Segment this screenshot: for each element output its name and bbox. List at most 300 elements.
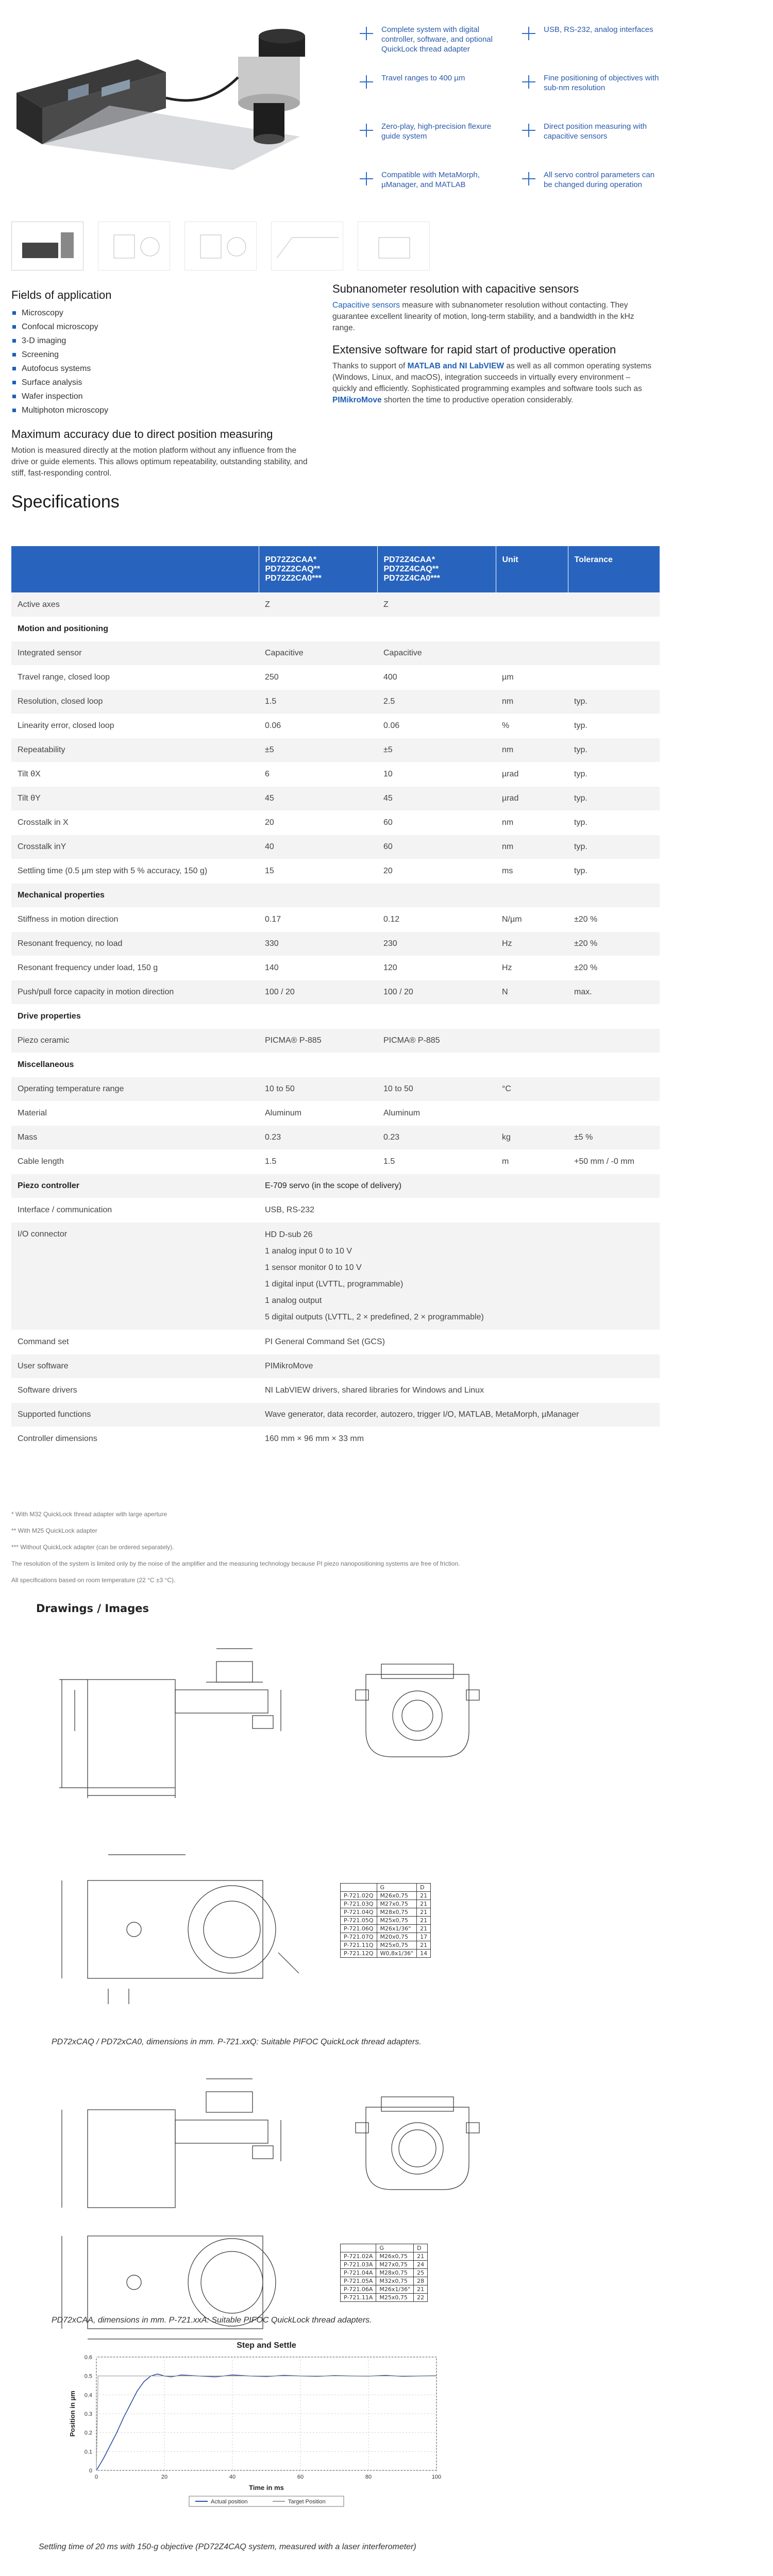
- x-tick-label: 20: [161, 2474, 168, 2480]
- table-cell: 6: [259, 762, 377, 787]
- table-section-row: [11, 1053, 660, 1077]
- accuracy-text: Motion is measured directly at the motion platform without any influence from the drive or guide elements. This allows optimum repeatability, outstanding stability, and stiff, fast-responding control.: [11, 446, 308, 478]
- table-cell: 17: [417, 1933, 431, 1941]
- table-row: [341, 1900, 431, 1908]
- table-cell: M32x0,75: [376, 2277, 414, 2285]
- table-cell: Resolution, closed loop: [11, 690, 259, 714]
- table-row: [341, 2277, 428, 2285]
- header-cell: Unit: [496, 546, 568, 593]
- table-section-row: [11, 1174, 660, 1198]
- spec-header-row: [11, 546, 660, 593]
- table-cell: P-721.05Q: [341, 1917, 377, 1925]
- table-row: [11, 762, 660, 787]
- table-cell: 0.06: [259, 714, 377, 738]
- product-image: [11, 15, 326, 188]
- table-cell: Cable length: [11, 1150, 259, 1174]
- table-cell: 0.23: [377, 1126, 496, 1150]
- table-row: [11, 787, 660, 811]
- table-cell: Crosstalk in X: [11, 811, 259, 835]
- table-cell: 21: [414, 2285, 428, 2294]
- table-cell: ±5 %: [568, 1126, 660, 1150]
- table-cell: Resonant frequency, no load: [11, 932, 259, 956]
- cell-line: 5 digital outputs (LVTTL, 2 × predefined, 2 × programmable): [265, 1313, 484, 1321]
- table-section-row: [11, 1005, 660, 1029]
- table-cell: 1.5: [259, 1150, 377, 1174]
- table-cell: 60: [377, 811, 496, 835]
- table-cell: PI General Command Set (GCS): [259, 1330, 660, 1354]
- table-row: [341, 1908, 431, 1917]
- table-cell: typ.: [568, 835, 660, 859]
- table-cell: typ.: [568, 811, 660, 835]
- table-cell: ±5: [377, 738, 496, 762]
- plus-icon: [522, 27, 535, 40]
- drawing-caption-2: PD72xCAA, dimensions in mm. P-721.xxA: Suitable PIFOC QuickLock thread adapters.: [52, 2316, 372, 2325]
- table-cell: PICMA® P-885: [377, 1029, 496, 1053]
- x-tick-label: 80: [365, 2474, 372, 2480]
- table-cell: P-721.06A: [341, 2285, 376, 2294]
- table-cell: 21: [417, 1892, 431, 1900]
- table-cell: Interface / communication: [11, 1198, 259, 1223]
- table-cell: 10: [377, 762, 496, 787]
- table-cell: [568, 641, 660, 666]
- plus-icon: [360, 75, 373, 89]
- table-cell: µrad: [496, 762, 568, 787]
- table-cell: µm: [496, 666, 568, 690]
- table-cell: [496, 1101, 568, 1126]
- table-row: [11, 1126, 660, 1150]
- table-cell: Software drivers: [11, 1379, 259, 1403]
- table-cell: ms: [496, 859, 568, 884]
- table-row: [11, 811, 660, 835]
- step-settle-chart: [58, 2334, 455, 2519]
- table-row: [11, 1379, 660, 1403]
- table-cell: [496, 641, 568, 666]
- table-cell: Linearity error, closed loop: [11, 714, 259, 738]
- table-cell: typ.: [568, 690, 660, 714]
- drawing-bottom-view-2: [31, 2221, 309, 2346]
- table-cell: M25x0,75: [377, 1917, 417, 1925]
- table-row: [341, 2252, 428, 2261]
- table-row: [11, 1029, 660, 1053]
- table-row: [341, 1925, 431, 1933]
- table-cell: Miscellaneous: [11, 1053, 660, 1077]
- table-cell: 160 mm × 96 mm × 33 mm: [259, 1427, 660, 1451]
- table-cell: [496, 593, 568, 617]
- table-cell: G: [377, 1884, 417, 1892]
- table-cell: 1.5: [377, 1150, 496, 1174]
- table-cell: 1.5: [259, 690, 377, 714]
- drawing-top-view-1: [350, 1654, 484, 1769]
- table-row: [341, 1884, 431, 1892]
- table-row: [11, 908, 660, 932]
- table-cell: [341, 1884, 377, 1892]
- table-cell: ±5: [259, 738, 377, 762]
- table-cell: Motion and positioning: [11, 617, 660, 641]
- table-cell: Push/pull force capacity in motion direction: [11, 980, 259, 1005]
- cell-line: 1 analog output: [265, 1296, 322, 1305]
- pimikromove-link[interactable]: PIMikroMove: [332, 396, 382, 404]
- footnote: ** With M25 QuickLock adapter: [11, 1527, 97, 1534]
- table-cell: M27x0,75: [377, 1900, 417, 1908]
- x-tick-label: 0: [94, 2474, 98, 2480]
- plus-icon: [360, 172, 373, 185]
- table-cell: 20: [259, 811, 377, 835]
- header-cell: [11, 546, 259, 593]
- table-cell: 140: [259, 956, 377, 980]
- table-cell: Capacitive: [259, 641, 377, 666]
- table-row: [341, 1917, 431, 1925]
- table-cell: User software: [11, 1354, 259, 1379]
- table-cell: D: [414, 2244, 428, 2252]
- x-tick-label: 60: [297, 2474, 304, 2480]
- table-cell: Tilt θY: [11, 787, 259, 811]
- table-cell: G: [376, 2244, 414, 2252]
- table-row: [341, 2285, 428, 2294]
- y-tick-label: 0.2: [84, 2430, 92, 2436]
- plus-icon: [522, 75, 535, 89]
- fields-list: [11, 306, 315, 417]
- table-cell: Aluminum: [259, 1101, 377, 1126]
- table-cell: Controller dimensions: [11, 1427, 259, 1451]
- feature-item: USB, RS-232, analog interfaces: [518, 25, 665, 56]
- table-cell: 10 to 50: [377, 1077, 496, 1101]
- table-cell: 21: [417, 1925, 431, 1933]
- drawing-side-view-2: [31, 2071, 299, 2217]
- table-cell: 0.17: [259, 908, 377, 932]
- table-cell: 40: [259, 835, 377, 859]
- table-row: [11, 641, 660, 666]
- table-cell: Travel range, closed loop: [11, 666, 259, 690]
- table-cell: Piezo controller: [11, 1174, 259, 1198]
- table-row: [11, 593, 660, 617]
- subnano-text: Capacitive sensors measure with subnanometer resolution without contacting. They guarantee excellent linearity of motion, long-term stability, and a bandwidth in the kHz range.: [332, 301, 634, 332]
- table-cell: 14: [417, 1950, 431, 1958]
- table-cell: 22: [414, 2294, 428, 2302]
- table-row: [341, 2294, 428, 2302]
- table-cell: Hz: [496, 932, 568, 956]
- table-row: [11, 666, 660, 690]
- table-cell: M26x0,75: [377, 1892, 417, 1900]
- table-row: [341, 1950, 431, 1958]
- feature-list: [356, 25, 665, 201]
- plus-icon: [360, 124, 373, 137]
- table-cell: 60: [377, 835, 496, 859]
- table-row: [11, 1330, 660, 1354]
- table-cell: D: [417, 1884, 431, 1892]
- table-cell: Z: [259, 593, 377, 617]
- list-item: Confocal microscopy: [11, 320, 315, 334]
- list-item: Autofocus systems: [11, 362, 315, 376]
- y-tick-label: 0.3: [84, 2411, 92, 2417]
- table-row: [11, 956, 660, 980]
- table-cell: M25x0,75: [376, 2294, 414, 2302]
- legend-label: Actual position: [211, 2499, 248, 2505]
- table-cell: Supported functions: [11, 1403, 259, 1427]
- feature-item: All servo control parameters can be changed during operation: [518, 170, 665, 201]
- table-cell: I/O connector: [11, 1223, 259, 1330]
- table-cell: µrad: [496, 787, 568, 811]
- header-cell: PD72Z4CAA* PD72Z4CAQ** PD72Z4CA0***: [377, 546, 496, 593]
- table-row: [341, 1892, 431, 1900]
- capacitive-sensors-link[interactable]: Capacitive sensors: [332, 301, 400, 310]
- table-cell: Mass: [11, 1126, 259, 1150]
- table-section-row: [11, 884, 660, 908]
- feature-item: Fine positioning of objectives with sub-nm resolution: [518, 73, 665, 104]
- table-cell: W0,8x1/36": [377, 1950, 417, 1958]
- plus-icon: [522, 172, 535, 185]
- table-row: [11, 714, 660, 738]
- plus-icon: [360, 27, 373, 40]
- table-cell: 330: [259, 932, 377, 956]
- table-row: [11, 835, 660, 859]
- table-cell: Material: [11, 1101, 259, 1126]
- table-cell: kg: [496, 1126, 568, 1150]
- table-row: [11, 1403, 660, 1427]
- table-cell: m: [496, 1150, 568, 1174]
- table-cell: Repeatability: [11, 738, 259, 762]
- table-cell: M20x0,75: [377, 1933, 417, 1941]
- table-cell: P-721.03A: [341, 2261, 376, 2269]
- x-tick-label: 40: [229, 2474, 236, 2480]
- table-row: [11, 932, 660, 956]
- table-cell: P-721.02Q: [341, 1892, 377, 1900]
- table-row: [341, 1941, 431, 1950]
- matlab-labview-link[interactable]: MATLAB and NI LabVIEW: [407, 362, 505, 370]
- header-cell: PD72Z2CAA* PD72Z2CAQ** PD72Z2CA0***: [259, 546, 377, 593]
- table-row: [11, 859, 660, 884]
- cell-line: 1 digital input (LVTTL, programmable): [265, 1280, 404, 1289]
- software-title: Extensive software for rapid start of productive operation: [332, 343, 616, 356]
- table-cell: typ.: [568, 787, 660, 811]
- table-cell: ±20 %: [568, 956, 660, 980]
- drawing-top-view-2: [350, 2087, 484, 2201]
- table-cell: 45: [259, 787, 377, 811]
- table-cell: Mechanical properties: [11, 884, 660, 908]
- table-cell: USB, RS-232: [259, 1198, 660, 1223]
- table-cell: %: [496, 714, 568, 738]
- thumbnail-4[interactable]: [271, 222, 343, 270]
- y-tick-label: 0.1: [84, 2449, 92, 2455]
- table-cell: [259, 1223, 660, 1330]
- table-cell: M26x0,75: [376, 2252, 414, 2261]
- table-cell: typ.: [568, 859, 660, 884]
- table-cell: Tilt θX: [11, 762, 259, 787]
- drawing-side-view-1: [31, 1633, 299, 1810]
- thumbnail-1[interactable]: [11, 222, 83, 270]
- table-cell: [341, 2244, 376, 2252]
- table-cell: 21: [417, 1900, 431, 1908]
- table-cell: Wave generator, data recorder, autozero, trigger I/O, MATLAB, MetaMorph, µManager: [259, 1403, 660, 1427]
- table-cell: Crosstalk inY: [11, 835, 259, 859]
- table-cell: Z: [377, 593, 496, 617]
- table-cell: nm: [496, 738, 568, 762]
- table-cell: P-721.06Q: [341, 1925, 377, 1933]
- table-cell: P-721.04Q: [341, 1908, 377, 1917]
- table-cell: 0.06: [377, 714, 496, 738]
- table-cell: P-721.07Q: [341, 1933, 377, 1941]
- table-cell: M28x0,75: [376, 2269, 414, 2277]
- drawings-title: Drawings / Images: [36, 1602, 149, 1615]
- table-section-row: [11, 617, 660, 641]
- feature-item: Travel ranges to 400 µm: [356, 73, 502, 104]
- list-item: Screening: [11, 348, 315, 362]
- table-cell: ±20 %: [568, 908, 660, 932]
- table-row: [11, 690, 660, 714]
- table-cell: 10 to 50: [259, 1077, 377, 1101]
- table-cell: ±20 %: [568, 932, 660, 956]
- table-cell: P-721.05A: [341, 2277, 376, 2285]
- table-row: [341, 2244, 428, 2252]
- adapter-table-1: [340, 1883, 431, 1958]
- table-cell: Resonant frequency under load, 150 g: [11, 956, 259, 980]
- table-cell: P-721.11A: [341, 2294, 376, 2302]
- table-cell: typ.: [568, 714, 660, 738]
- table-cell: M27x0,75: [376, 2261, 414, 2269]
- table-cell: Capacitive: [377, 641, 496, 666]
- table-cell: N/µm: [496, 908, 568, 932]
- legend-label: Target Position: [288, 2499, 326, 2505]
- table-cell: 0.23: [259, 1126, 377, 1150]
- feature-item: Zero-play, high-precision flexure guide system: [356, 122, 502, 152]
- list-item: Microscopy: [11, 306, 315, 320]
- table-row: [11, 1354, 660, 1379]
- accuracy-title: Maximum accuracy due to direct position measuring: [11, 428, 273, 440]
- table-cell: P-721.12Q: [341, 1950, 377, 1958]
- list-item: Multiphoton microscopy: [11, 403, 315, 417]
- feature-item: Direct position measuring with capacitive sensors: [518, 122, 665, 152]
- table-row: [11, 1101, 660, 1126]
- table-cell: 100 / 20: [377, 980, 496, 1005]
- table-cell: N: [496, 980, 568, 1005]
- table-cell: M25x0,75: [377, 1941, 417, 1950]
- table-cell: M26x1/36": [377, 1925, 417, 1933]
- table-cell: M28x0,75: [377, 1908, 417, 1917]
- table-cell: 2.5: [377, 690, 496, 714]
- table-row: [11, 738, 660, 762]
- subnano-title: Subnanometer resolution with capacitive sensors: [332, 282, 579, 295]
- footnote: *** Without QuickLock adapter (can be ordered separately).: [11, 1544, 174, 1551]
- table-row: [11, 1223, 660, 1330]
- table-cell: [568, 1077, 660, 1101]
- footnote: All specifications based on room temperature (22 °C ±3 °C).: [11, 1577, 176, 1584]
- table-row: [341, 2261, 428, 2269]
- table-cell: [568, 593, 660, 617]
- footnote: The resolution of the system is limited only by the noise of the amplifier and the measuring technology because PI piezo nanopositioning systems are free of friction.: [11, 1560, 460, 1567]
- table-cell: 25: [414, 2269, 428, 2277]
- table-cell: nm: [496, 811, 568, 835]
- feature-item: Compatible with MetaMorph, µManager, and MATLAB: [356, 170, 502, 201]
- table-row: [11, 1077, 660, 1101]
- list-item: Wafer inspection: [11, 389, 315, 403]
- table-cell: PIMikroMove: [259, 1354, 660, 1379]
- spec-table: [11, 546, 660, 1451]
- table-cell: 100 / 20: [259, 980, 377, 1005]
- table-cell: Active axes: [11, 593, 259, 617]
- table-row: [11, 1427, 660, 1451]
- table-cell: 21: [417, 1908, 431, 1917]
- y-tick-label: 0: [89, 2468, 92, 2474]
- cell-line: HD D-sub 26: [265, 1230, 313, 1239]
- table-cell: 120: [377, 956, 496, 980]
- chart-caption: Settling time of 20 ms with 150-g objective (PD72Z4CAQ system, measured with a laser interferometer): [39, 2543, 416, 2551]
- drawing-caption-1: PD72xCAQ / PD72xCA0, dimensions in mm. P-721.xxQ: Suitable PIFOC QuickLock thread adapters.: [52, 2038, 422, 2046]
- table-cell: 250: [259, 666, 377, 690]
- table-cell: Drive properties: [11, 1005, 660, 1029]
- plus-icon: [522, 124, 535, 137]
- table-cell: 230: [377, 932, 496, 956]
- fields-title: Fields of application: [11, 289, 112, 301]
- cell-line: 1 sensor monitor 0 to 10 V: [265, 1263, 362, 1272]
- table-cell: Command set: [11, 1330, 259, 1354]
- table-cell: P-721.03Q: [341, 1900, 377, 1908]
- software-text: Thanks to support of MATLAB and NI LabVIEW as well as all common operating systems (Windows, Linux, and macOS), integration succeeds in virtually every environment – quickly and efficiently. Sophisticated programming examples and software tools such as PIMikroMove shorten the time to productive operation considerably.: [332, 362, 652, 404]
- table-row: [11, 980, 660, 1005]
- table-cell: Settling time (0.5 µm step with 5 % accuracy, 150 g): [11, 859, 259, 884]
- table-cell: 400: [377, 666, 496, 690]
- table-cell: nm: [496, 835, 568, 859]
- table-row: [11, 1150, 660, 1174]
- table-cell: °C: [496, 1077, 568, 1101]
- table-cell: [568, 1101, 660, 1126]
- table-cell: Operating temperature range: [11, 1077, 259, 1101]
- table-cell: typ.: [568, 762, 660, 787]
- table-cell: Aluminum: [377, 1101, 496, 1126]
- thumbnail-3[interactable]: [184, 222, 257, 270]
- list-item: 3-D imaging: [11, 334, 315, 348]
- x-axis-label: Time in ms: [249, 2484, 284, 2492]
- x-tick-label: 100: [431, 2474, 442, 2480]
- table-cell: 28: [414, 2277, 428, 2285]
- specifications-title: Specifications: [11, 492, 120, 512]
- table-cell: P-721.11Q: [341, 1941, 377, 1950]
- table-cell: P-721.02A: [341, 2252, 376, 2261]
- table-row: [341, 1933, 431, 1941]
- table-cell: 24: [414, 2261, 428, 2269]
- chart-title: Step and Settle: [237, 2341, 296, 2350]
- table-cell: NI LabVIEW drivers, shared libraries for Windows and Linux: [259, 1379, 660, 1403]
- adapter-table-2: [340, 2244, 428, 2302]
- table-cell: 21: [417, 1917, 431, 1925]
- table-cell: E-709 servo (in the scope of delivery): [259, 1174, 660, 1198]
- header-cell: Tolerance: [568, 546, 660, 593]
- table-cell: [568, 1029, 660, 1053]
- table-cell: 21: [414, 2252, 428, 2261]
- y-tick-label: 0.5: [84, 2373, 92, 2380]
- table-cell: PICMA® P-885: [259, 1029, 377, 1053]
- table-cell: Integrated sensor: [11, 641, 259, 666]
- table-cell: 20: [377, 859, 496, 884]
- thumbnail-2[interactable]: [98, 222, 170, 270]
- table-cell: P-721.04A: [341, 2269, 376, 2277]
- drawing-bottom-view-1: [31, 1834, 309, 2021]
- table-cell: 45: [377, 787, 496, 811]
- footnote: * With M32 QuickLock thread adapter with large aperture: [11, 1511, 167, 1518]
- table-row: [341, 2269, 428, 2277]
- table-cell: Hz: [496, 956, 568, 980]
- cell-line: 1 analog input 0 to 10 V: [265, 1247, 352, 1256]
- y-tick-label: 0.4: [84, 2392, 92, 2399]
- table-cell: +50 mm / -0 mm: [568, 1150, 660, 1174]
- thumbnail-5[interactable]: [358, 222, 430, 270]
- table-cell: [568, 666, 660, 690]
- y-tick-label: 0.6: [84, 2354, 92, 2361]
- table-cell: 15: [259, 859, 377, 884]
- feature-item: Complete system with digital controller, software, and optional QuickLock thread adapter: [356, 25, 502, 56]
- table-cell: [496, 1029, 568, 1053]
- table-cell: Piezo ceramic: [11, 1029, 259, 1053]
- table-cell: typ.: [568, 738, 660, 762]
- table-cell: max.: [568, 980, 660, 1005]
